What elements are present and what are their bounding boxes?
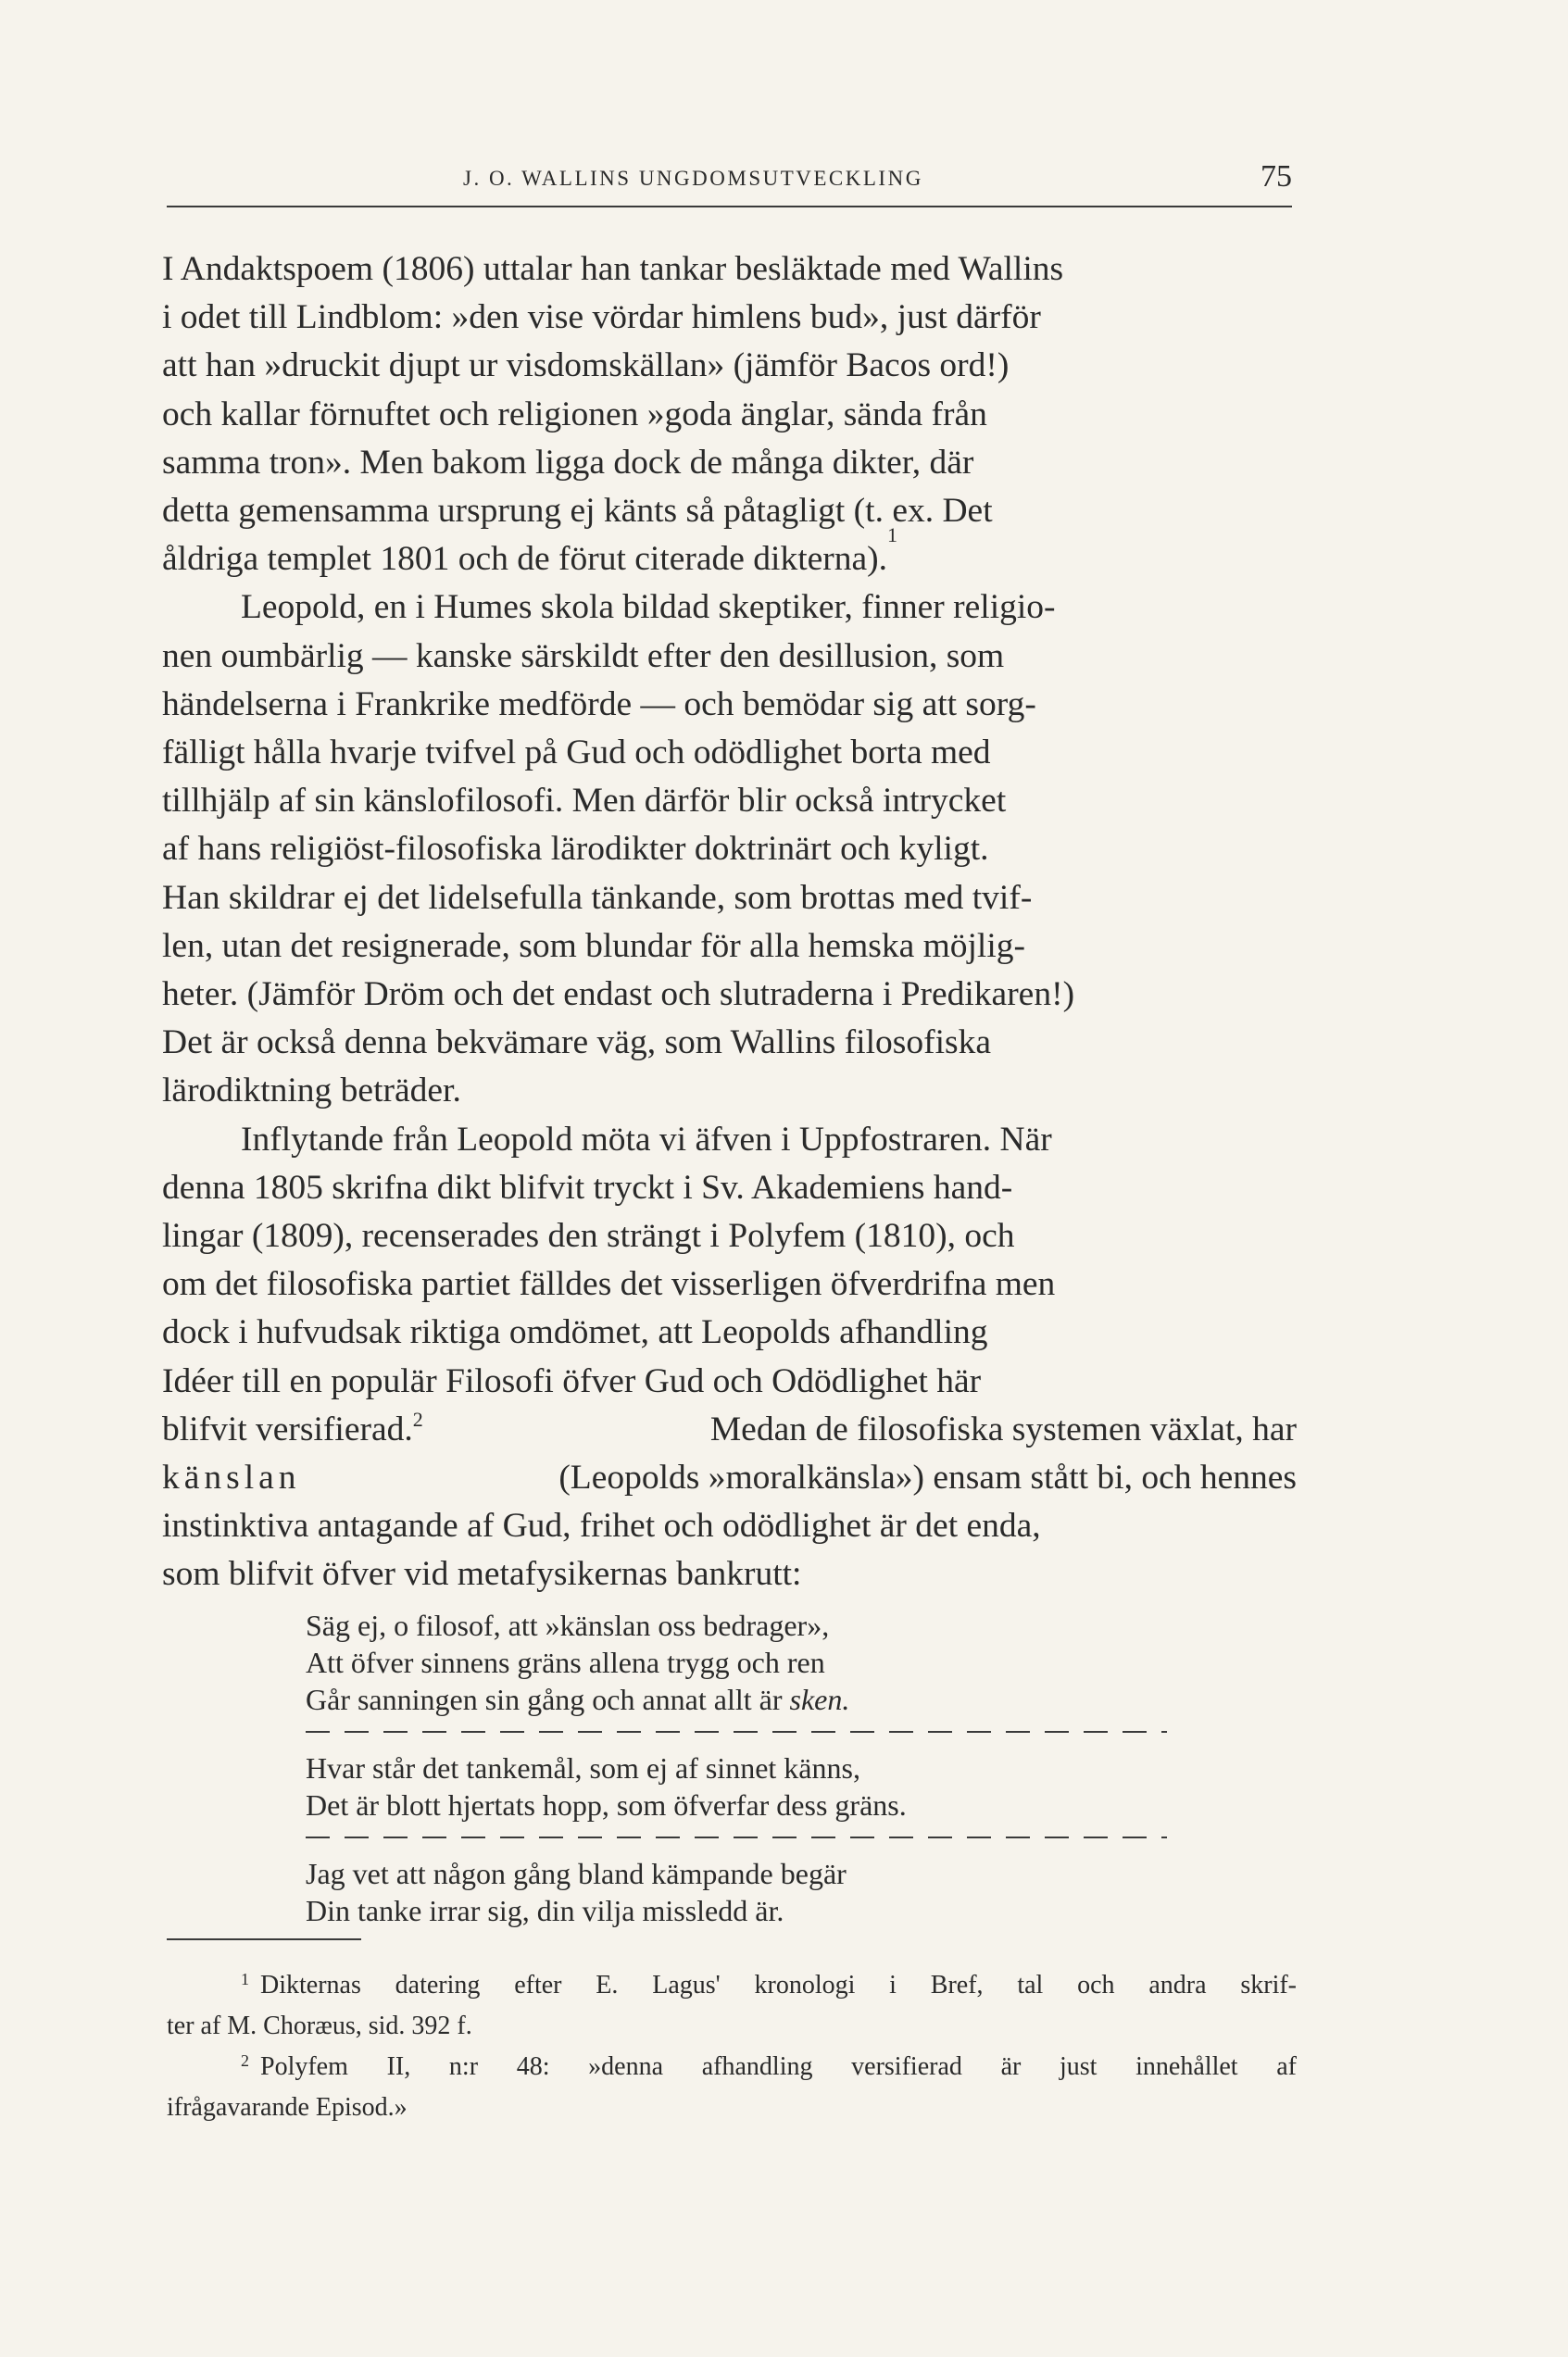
footnote-2: $^2$ Polyfem II, n:r 48: »denna afhandling versifierad är just innehållet af [241, 2051, 1297, 2081]
text-line: heter. (Jämför Dröm och det endast och slutraderna i Predikaren!) [162, 975, 1075, 1014]
text-line: Leopold, en i Humes skola bildad skeptiker, finner religio- [241, 588, 1056, 627]
text-line: len, utan det resignerade, som blundar för alla hemska möjlig- [162, 926, 1026, 965]
text-line: i odet till Lindblom: »den vise vördar himlens bud», just därför [162, 298, 1041, 337]
text-line: känslan (Leopolds »moralkänsla») ensam stått bi, och hennes [162, 1454, 1297, 1502]
text-line: instinktiva antagande af Gud, frihet och odödlighet är det enda, [162, 1507, 1041, 1546]
text-line: I Andaktspoem (1806) uttalar han tankar besläktade med Wallins [162, 250, 1064, 288]
poem-line: Säg ej, o filosof, att »känslan oss bedrager», [306, 1609, 830, 1642]
text-line: detta gemensamma ursprung ej känts så påtagligt (t. ex. Det [162, 492, 993, 531]
text-line: att han »druckit djupt ur visdomskällan» (jämför Bacos ord!) [162, 346, 1010, 385]
text-line: denna 1805 skrifna dikt blifvit tryckt i Sv. Akademiens hand- [162, 1168, 1013, 1207]
text-line: Han skildrar ej det lidelsefulla tänkande, som brottas med tvif- [162, 878, 1033, 917]
text-line: tillhjälp af sin känslofilosofi. Men därför blir också intrycket [162, 782, 1007, 821]
text-line: Det är också denna bekvämare väg, som Wallins filosofiska [162, 1023, 991, 1062]
body-text [162, 245, 1297, 1599]
footnote-mark-1: 1 [887, 523, 898, 547]
poem-quote [306, 1607, 1167, 1929]
poem-line: Det är blott hjertats hopp, som öfverfar dess gräns. [306, 1788, 907, 1822]
footnote-2-cont: ifrågavarande Episod.» [167, 2093, 408, 2122]
text-line: lingar (1809), recenserades den strängt i Polyfem (1810), och [162, 1217, 1015, 1256]
footnote-1: $^1$ Dikternas datering efter E. Lagus' kronologi i Bref, tal och andra skrif- [241, 1970, 1297, 2000]
italic-word: sken. [789, 1683, 850, 1716]
poem-line: Att öfver sinnens gräns allena trygg och ren [306, 1646, 825, 1679]
page-header [167, 159, 1292, 207]
text-line: händelserna i Frankrike medförde — och bemödar sig att sorg- [162, 684, 1036, 723]
text-line: nen oumbärlig — kanske särskildt efter den desillusion, som [162, 636, 1005, 675]
text-line: som blifvit öfver vid metafysikernas bankrutt: [162, 1555, 802, 1594]
footnote-mark-2: 2 [412, 1407, 423, 1431]
poem-line: Går sanningen sin gång och annat allt är sken. [306, 1683, 850, 1716]
text-line: åldriga templet 1801 och de förut citerade dikterna). 1 [162, 535, 1297, 583]
text-line: samma tron». Men bakom ligga dock de många dikter, där [162, 443, 974, 482]
footnote-rule [167, 1938, 361, 1940]
spaced-word: känslan [162, 1459, 301, 1498]
running-title: J. O. WALLINS UNGDOMSUTVECKLING [463, 167, 923, 190]
poem-line: Hvar står det tankemål, som ej af sinnet känns, [306, 1751, 860, 1785]
ellipsis-dash-line [306, 1824, 1167, 1855]
text-line: fälligt hålla hvarje tvifvel på Gud och odödlighet borta med [162, 733, 991, 772]
text-line: Inflytande från Leopold möta vi äfven i Uppfostraren. När [241, 1120, 1052, 1159]
ellipsis-dash-line [306, 1718, 1167, 1749]
poem-line: Jag vet att någon gång bland kämpande begär [306, 1857, 847, 1890]
text-line: dock i hufvudsak riktiga omdömet, att Leopolds afhandling [162, 1313, 988, 1352]
footnotes [167, 1968, 1297, 2131]
text-line: blifvit versifierad.$^2$ Medan de filosofiska systemen växlat, har [162, 1407, 1297, 1448]
text-line: lärodiktning beträder. [162, 1072, 461, 1110]
text-line: af hans religiöst-filosofiska lärodikter doktrinärt och kyligt. [162, 830, 989, 869]
poem-line: Din tanke irrar sig, din vilja missledd är. [306, 1894, 784, 1927]
page-number: 75 [1261, 159, 1292, 194]
text-line: Idéer till en populär Filosofi öfver Gud och Odödlighet här [162, 1361, 982, 1400]
text-line: och kallar förnuftet och religionen »goda änglar, sända från [162, 395, 987, 433]
text-line: om det filosofiska partiet fälldes det visserligen öfverdrifna men [162, 1265, 1056, 1304]
footnote-1-cont: ter af M. Choræus, sid. 392 f. [167, 2012, 472, 2040]
